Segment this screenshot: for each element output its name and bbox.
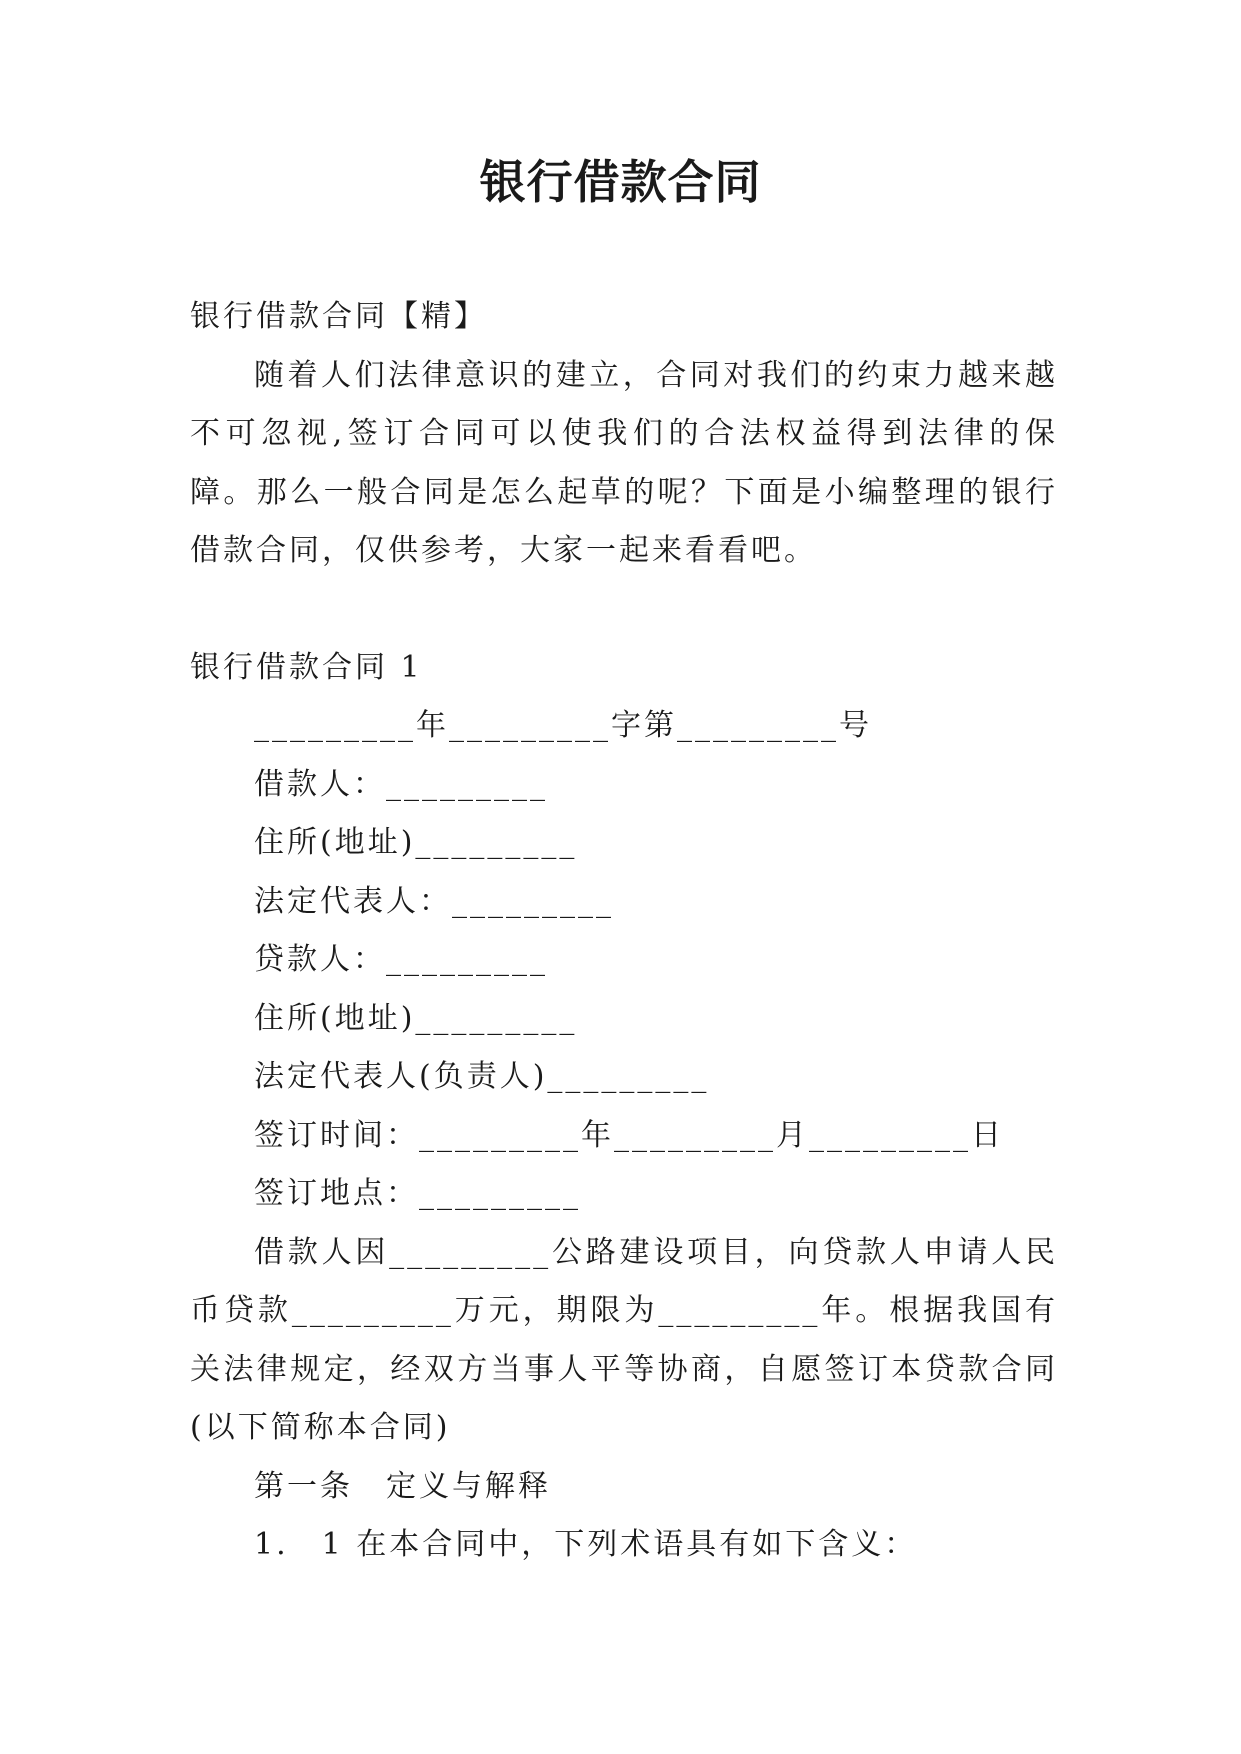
loan-purpose-paragraph: 借款人因_________公路建设项目，向贷款人申请人民币贷款_________万元，期限为_________年。根据我国有关法律规定，经双方当事人平等协商，自愿签订本贷款合同(以下简称本合同) — [190, 1234, 1058, 1445]
borrower-representative-line: 法定代表人：_________ — [254, 883, 614, 919]
lender-address-line: 住所(地址)_________ — [254, 1000, 578, 1036]
lender-representative-line: 法定代表人(负责人)_________ — [254, 1059, 710, 1094]
document-title: 银行借款合同 — [479, 155, 762, 209]
signing-date-line: 签订时间：_________年_________月_________日 — [254, 1117, 1004, 1153]
borrower-address-line: 住所(地址)_________ — [254, 825, 578, 860]
lender-line: 贷款人：_________ — [254, 942, 548, 977]
contract-number-line: _________年_________字第_________号 — [254, 708, 872, 743]
section-title: 银行借款合同 1 — [190, 649, 423, 685]
borrower-line: 借款人：_________ — [254, 766, 548, 802]
intro-paragraph: 随着人们法律意识的建立，合同对我们的约束力越来越不可忽视,签订合同可以使我们的合法权益得到法律的保障。那么一般合同是怎么起草的呢？下面是小编整理的银行借款合同，仅供参考，大家一起来看看吧。 — [190, 357, 1058, 568]
spacer — [190, 581, 1058, 639]
signing-place-line: 签订地点：_________ — [254, 1176, 581, 1211]
article-heading: 第一条 定义与解释 — [254, 1468, 551, 1504]
document-subtitle: 银行借款合同【精】 — [190, 299, 487, 334]
clause-1-1: 1. 1 在本合同中，下列术语具有如下含义： — [254, 1527, 918, 1562]
document-body — [190, 288, 1058, 1575]
